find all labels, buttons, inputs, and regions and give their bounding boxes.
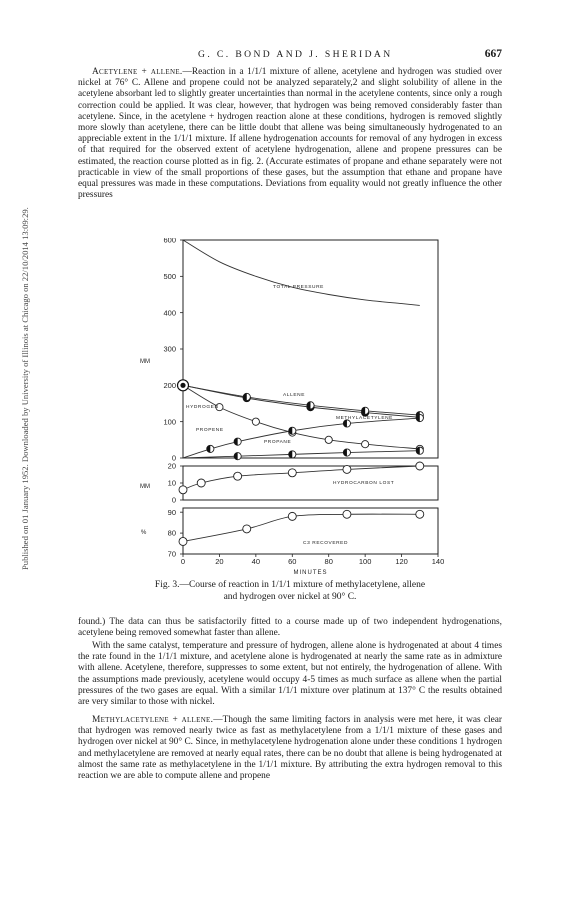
x-tick-label: 120 bbox=[395, 557, 408, 566]
y-tick-label: 0 bbox=[171, 495, 176, 505]
paragraph-text: —Reaction in a 1/1/1 mixture of allene, acetylene and hydrogen was studied over nickel at 76° C. Allene and propene could not be analyzed separately,2 and slight solubility of allene in the acetylene absorbant led to slightly greater uncertainties than normal in the acetylene contents, since only a rough correction could be applied. It was clear, however, that hydrogen was being removed considerably faster than acetylene. Since, in the acetylene + hydrogen reaction alone at these conditions, hydrogen is removed slightly more slowly than acetylene, there can be little doubt that allene was being simultaneously hydrogenated to an appreciable extent in the 1/1/1 mixture. If allene hydrogenation accounts for removal of any hydrogen in excess of that required for the observed extent of acetylene hydrogenation, allene and propene pressures can be estimated, the reaction course plotted as in fig. 2. (Accurate estimates of propane and ethane separately were not practicable in view of the small proportions of these gases, but the assumption that ethane and propane have equal pressures was made in these computations. Deviations from equality would not greatly influence the other pressures bbox=[78, 67, 502, 201]
data-point bbox=[416, 510, 424, 518]
y-tick-label: 100 bbox=[163, 417, 176, 427]
x-axis-label: MINUTES bbox=[293, 570, 328, 576]
download-watermark bbox=[10, 85, 30, 605]
running-head-authors: G. C. BOND AND J. SHERIDAN bbox=[198, 49, 393, 60]
x-tick-label: 40 bbox=[251, 557, 261, 566]
series-label: ALLENE bbox=[283, 393, 305, 398]
paragraph-found: found.) The data can thus be satisfactorily fitted to a course made up of two independent hydrogenations, acetylene being removed somewhat faster than allene. bbox=[78, 617, 502, 639]
data-point bbox=[325, 436, 332, 443]
y-tick-label: 0 bbox=[171, 453, 176, 463]
y-tick-label: 80 bbox=[167, 528, 176, 538]
data-point bbox=[243, 525, 251, 533]
caption-line-2: and hydrogen over nickel at 90° C. bbox=[223, 591, 357, 602]
x-tick-label: 60 bbox=[288, 557, 297, 566]
x-tick-label: 100 bbox=[358, 557, 372, 566]
running-header bbox=[78, 49, 502, 63]
caption-line-1: Fig. 3.—Course of reaction in 1/1/1 mixture of methylacetylene, allene bbox=[154, 580, 426, 590]
paragraph-methylacetylene-allene bbox=[78, 715, 502, 782]
watermark-text: Published on 01 January 1952. Downloaded by University of Illinois at Chicago on 22/10/2014 13:09:29. bbox=[20, 207, 30, 570]
data-point bbox=[197, 479, 205, 487]
y-tick-label: 10 bbox=[167, 478, 176, 488]
series-label: METHYLACETYLENE bbox=[336, 416, 393, 421]
x-tick-label: 0 bbox=[180, 557, 186, 566]
page-number: 667 bbox=[484, 48, 502, 60]
x-tick-label: 80 bbox=[324, 557, 333, 566]
x-tick-label: 20 bbox=[215, 557, 224, 566]
data-point bbox=[343, 465, 351, 473]
series-label: PROPENE bbox=[196, 428, 224, 433]
paragraph-same-catalyst: With the same catalyst, temperature and pressure of hydrogen, allene alone is hydrogenated at about 4 times the rate found in the 1/1/1 mixture, and acetylene alone is hydrogenated at nearly the same rate as in admixture with allene. Acetylene, therefore, suppresses to some extent, but not entirely, the hydrogenation of allene. With the assumptions made previously, acetylene would occupy 4-5 times as much surface as allene when the partial pressures of the two gases are equal. With a similar 1/1/1 mixture over platinum at 137° C the results obtained are very similar to those with nickel. bbox=[78, 641, 502, 708]
y-tick-label: 300 bbox=[163, 344, 176, 354]
data-point bbox=[179, 537, 187, 545]
y-tick-label: 20 bbox=[167, 461, 176, 471]
data-point bbox=[288, 469, 296, 477]
runin-heading: Methylacetylene + allene. bbox=[92, 715, 214, 725]
origin-point-core bbox=[180, 383, 185, 388]
series-label: TOTAL PRESSURE bbox=[273, 285, 324, 290]
series-line bbox=[183, 466, 420, 490]
data-point bbox=[416, 462, 424, 470]
y-tick-label: 600 bbox=[163, 238, 176, 245]
data-point bbox=[179, 486, 187, 494]
panel-frame-1 bbox=[183, 466, 438, 500]
figure-3-plot bbox=[78, 238, 508, 578]
series-label: HYDROCARBON LOST bbox=[333, 481, 395, 486]
paragraph-acetylene-allene bbox=[78, 67, 502, 201]
panel-frame-0 bbox=[183, 240, 438, 458]
data-point bbox=[234, 472, 242, 480]
series-label: HYDROGEN bbox=[186, 405, 219, 410]
series-line bbox=[183, 514, 420, 541]
y-tick-label: 500 bbox=[163, 271, 176, 281]
paragraph-text: —Though the same limiting factors in analysis were met here, it was clear that hydrogen was removed nearly twice as fast as methylacetylene from a 1/1/1 mixture of these gases and hydrogen over nickel at 90° C. Since, in methylacetylene hydrogenation alone under these conditions 1 hydrogen and methylacetylene are removed at nearly equal rates, there can be no doubt that allene is being hydrogenated at almost the same rate as methylacetylene in the 1/1/1 mixture. By attributing the extra hydrogen removal to this reaction we are able to compute allene and propene bbox=[78, 715, 503, 782]
data-point bbox=[288, 512, 296, 520]
series-label: C3 RECOVERED bbox=[303, 541, 349, 546]
figure-3 bbox=[78, 238, 508, 578]
y-tick-label: 200 bbox=[163, 380, 176, 390]
data-point bbox=[252, 418, 259, 425]
data-point bbox=[362, 441, 369, 448]
runin-heading: Acetylene + allene. bbox=[92, 67, 183, 77]
y-tick-label: 70 bbox=[167, 549, 176, 559]
x-tick-label: 140 bbox=[431, 557, 445, 566]
y-axis-label: MM bbox=[140, 359, 150, 365]
y-axis-label: % bbox=[141, 530, 147, 536]
y-tick-label: 90 bbox=[167, 507, 176, 517]
data-point bbox=[343, 510, 351, 518]
figure-caption bbox=[78, 580, 502, 603]
series-line bbox=[183, 240, 420, 305]
series-line bbox=[183, 451, 420, 458]
series-label: PROPANE bbox=[264, 440, 292, 445]
y-axis-label: MM bbox=[140, 484, 150, 490]
y-tick-label: 400 bbox=[163, 308, 176, 318]
